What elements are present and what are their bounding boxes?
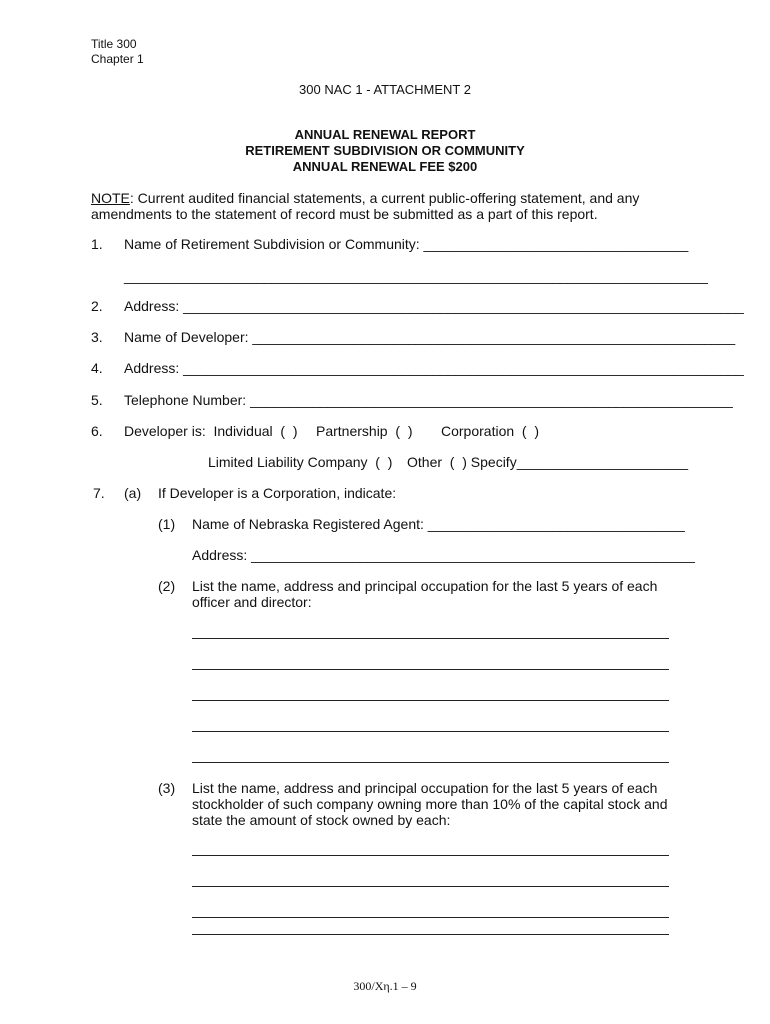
developer-type-individual[interactable]: Developer is: Individual ( ) [124,423,298,439]
item-7a-label: (a) [124,485,142,501]
item-2-number: 2. [91,298,103,314]
stockholders-blank-line[interactable] [192,886,669,887]
item-6-number: 6. [91,423,103,439]
developer-type-other[interactable]: Other ( ) Specify______________________ [407,454,688,470]
corporation-instruction: If Developer is a Corporation, indicate: [158,485,397,501]
registered-agent-address-field[interactable]: Address: _________________________________________________________ [192,547,695,563]
developer-type-corporation[interactable]: Corporation ( ) [441,423,540,439]
developer-type-partnership[interactable]: Partnership ( ) [316,423,413,439]
registered-agent-field[interactable]: Name of Nebraska Registered Agent: _________________________________ [192,516,685,532]
address-field[interactable]: Address: ________________________________________________________________________ [124,298,744,314]
officers-instruction-2: officer and director: [192,594,312,610]
item-1-number: 1. [91,236,103,252]
stockholders-blank-line[interactable] [192,855,669,856]
sub-3-number: (3) [158,780,176,796]
stockholders-blank-line[interactable] [192,934,669,935]
doc-title: Title 300 [91,37,137,51]
item-3-number: 3. [91,329,103,345]
officers-blank-line[interactable] [192,638,669,639]
sub-2-number: (2) [158,578,176,594]
officers-blank-line[interactable] [192,700,669,701]
telephone-field[interactable]: Telephone Number: ______________________________________________________________ [124,392,733,408]
officers-blank-line[interactable] [192,731,669,732]
community-name-field-line-2[interactable]: ___________________________________________________________________________ [124,268,708,284]
report-heading-2: RETIREMENT SUBDIVISION OR COMMUNITY [245,143,525,158]
community-name-field[interactable]: Name of Retirement Subdivision or Community: __________________________________ [124,236,689,252]
item-5-number: 5. [91,392,103,408]
report-heading-1: ANNUAL RENEWAL REPORT [294,127,476,142]
note-label: NOTE [91,190,130,206]
doc-chapter: Chapter 1 [91,52,144,66]
item-4-number: 4. [91,360,103,376]
developer-address-field[interactable]: Address: ________________________________________________________________________ [124,360,744,376]
officers-blank-line[interactable] [192,762,669,763]
officers-instruction-1: List the name, address and principal occupation for the last 5 years of each [192,578,658,594]
item-7-number: 7. [93,485,105,501]
developer-type-llc[interactable]: Limited Liability Company ( ) [208,454,393,470]
note-line-1 [91,190,639,206]
note-line-2: amendments to the statement of record must be submitted as a part of this report. [91,206,598,222]
report-heading-3: ANNUAL RENEWAL FEE $200 [292,159,478,174]
stockholders-instruction-1: List the name, address and principal occupation for the last 5 years of each [192,780,658,796]
page-number: 300/Χη.1 – 9 [353,979,417,993]
stockholders-blank-line[interactable] [192,917,669,918]
stockholders-instruction-2: stockholder of such company owning more than 10% of the capital stock and [192,796,668,812]
stockholders-instruction-3: state the amount of stock owned by each: [192,812,451,828]
sub-1-number: (1) [158,516,176,532]
developer-name-field[interactable]: Name of Developer: ______________________________________________________________ [124,329,736,345]
note-text-1: : Current audited financial statements, a current public-offering statement, and any [129,190,640,206]
officers-blank-line[interactable] [192,669,669,670]
attachment-title: 300 NAC 1 - ATTACHMENT 2 [299,82,471,97]
